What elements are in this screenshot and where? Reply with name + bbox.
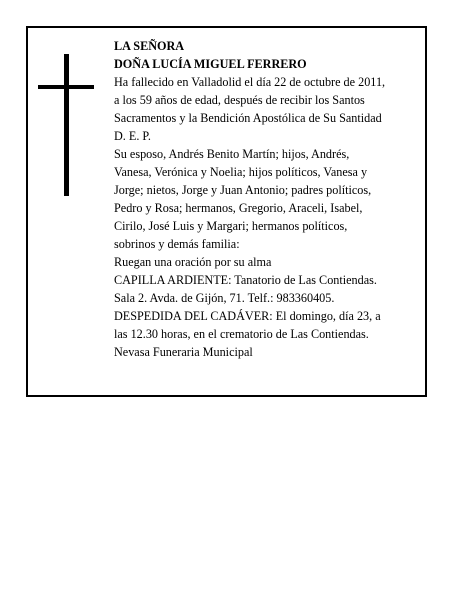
- cross-vertical-bar: [64, 54, 69, 196]
- notice-body-line: Ha fallecido en Valladolid el día 22 de octubre de 2011,: [114, 75, 386, 89]
- family-line: Cirilo, José Luis y Margari; hermanos políticos,: [114, 219, 348, 233]
- family-line: Jorge; nietos, Jorge y Juan Antonio; padres políticos,: [114, 183, 372, 197]
- deceased-name: DOÑA LUCÍA MIGUEL FERRERO: [114, 57, 307, 71]
- prayer-line: Ruegan una oración por su alma: [114, 255, 272, 269]
- family-line: Pedro y Rosa; hermanos, Gregorio, Araceli, Isabel,: [114, 201, 363, 215]
- family-line: Vanesa, Verónica y Noelia; hijos políticos, Vanesa y: [114, 165, 368, 179]
- chapel-line: CAPILLA ARDIENTE: Tanatorio de Las Contiendas.: [114, 273, 377, 287]
- farewell-line: DESPEDIDA DEL CADÁVER: El domingo, día 23, a: [114, 309, 381, 323]
- notice-body-line: Sacramentos y la Bendición Apostólica de Su Santidad: [114, 111, 382, 125]
- family-line: Su esposo, Andrés Benito Martín; hijos, Andrés,: [114, 147, 350, 161]
- chapel-line: Sala 2. Avda. de Gijón, 71. Telf.: 983360405.: [114, 291, 335, 305]
- family-line: sobrinos y demás familia:: [114, 237, 240, 251]
- notice-title: LA SEÑORA: [114, 39, 185, 53]
- farewell-line: las 12.30 horas, en el crematorio de Las Contiendas.: [114, 327, 369, 341]
- funeral-home-line: Nevasa Funeraria Municipal: [114, 345, 253, 359]
- notice-body-line: a los 59 años de edad, después de recibir los Santos: [114, 93, 365, 107]
- obituary-text: [114, 37, 426, 361]
- rip-line: D. E. P.: [114, 129, 151, 143]
- cross-horizontal-bar: [38, 85, 94, 89]
